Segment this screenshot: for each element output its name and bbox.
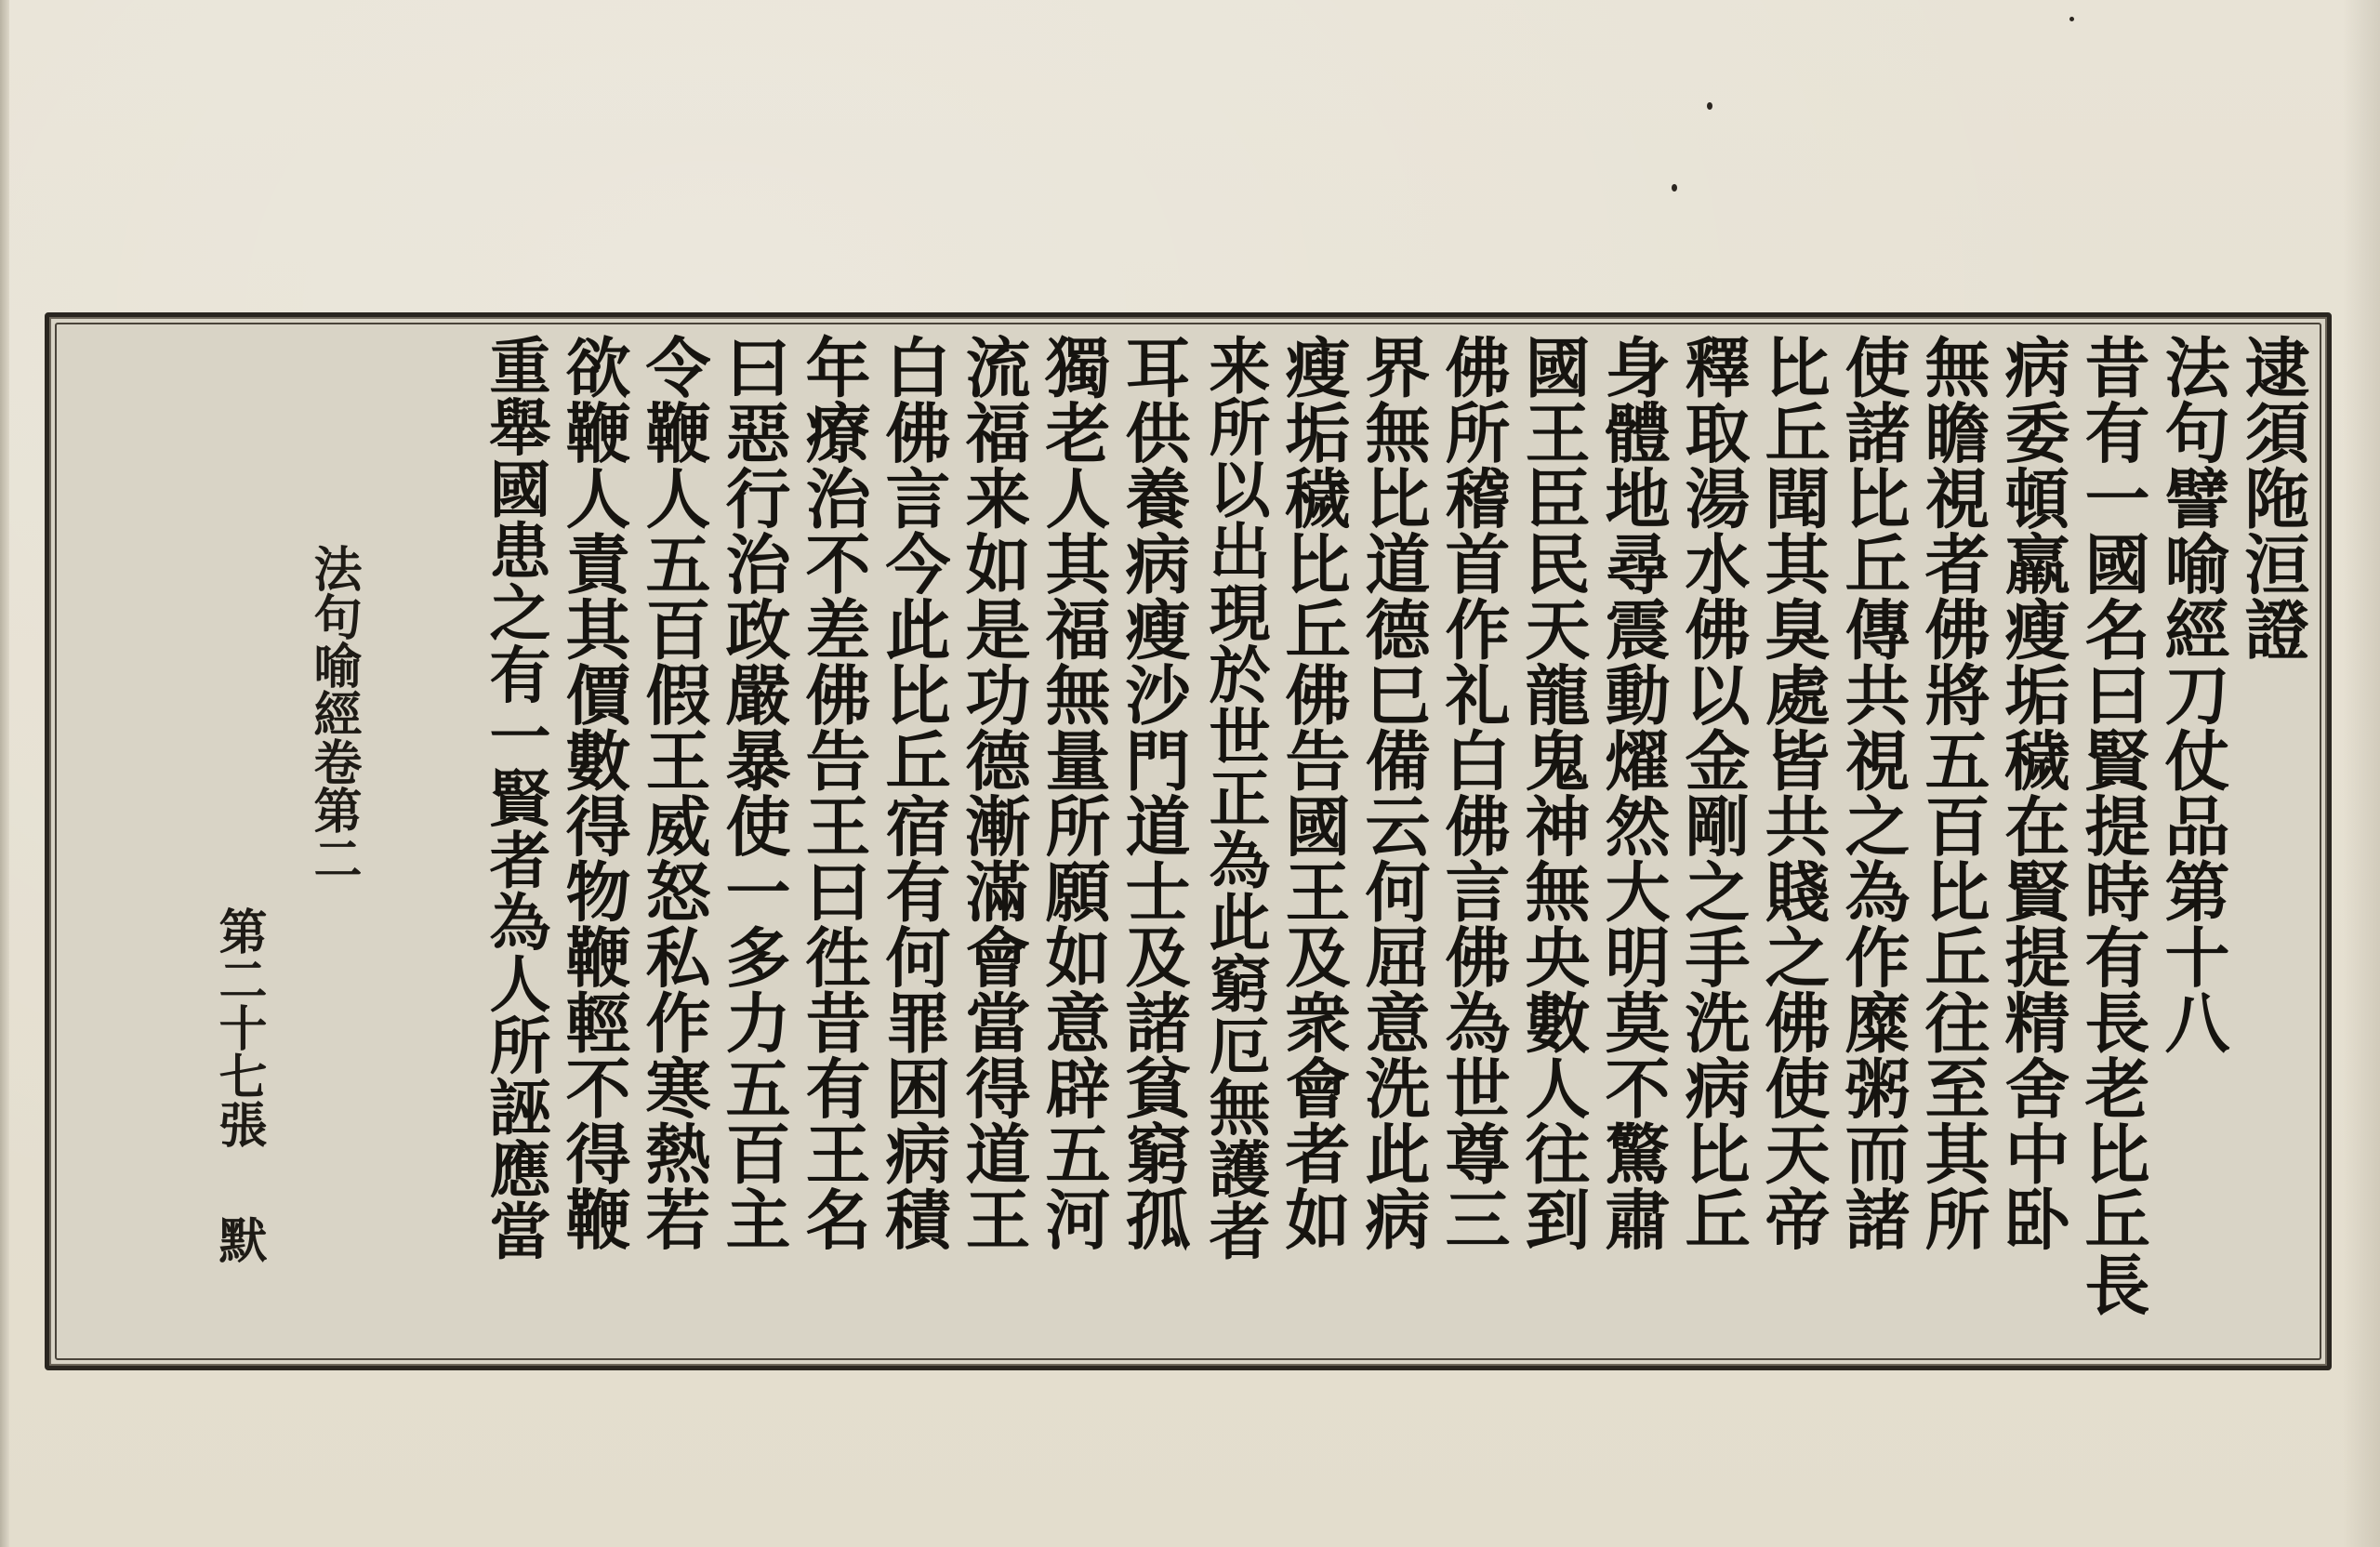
text-column: 年療治不差佛告王曰徃昔有王名 bbox=[795, 334, 872, 1251]
text-column: 逮須陁洹證 bbox=[2234, 334, 2311, 662]
text-column: 耳供養病瘦沙門道士及諸貧窮孤 bbox=[1115, 334, 1192, 1251]
text-column: 釋取湯水佛以金剛之手洗病比丘 bbox=[1674, 334, 1752, 1251]
text-column: 昔有一國名曰賢提時有長老比丘長 bbox=[2074, 334, 2151, 1317]
page-left-edge bbox=[0, 0, 9, 1547]
text-column: 法句譬喻經刀仗品第十八 bbox=[2154, 334, 2231, 1055]
text-column: 獨老人其福無量所願如意辟五河 bbox=[1035, 334, 1112, 1251]
footer-sheet-number: 第二十七張 bbox=[210, 906, 267, 1148]
page-right-fold bbox=[2343, 0, 2380, 1547]
text-column: 病委頓羸瘦垢穢在賢提精舍中卧 bbox=[1994, 334, 2071, 1251]
footer-mark: 默 bbox=[210, 1215, 267, 1263]
text-column: 流福来如是功德漸滿會當得道王 bbox=[955, 334, 1032, 1251]
text-column: 瘦垢穢比丘佛告國王及衆會者如 bbox=[1275, 334, 1352, 1251]
ink-speck bbox=[1672, 184, 1677, 192]
text-column: 使諸比丘傳共視之為作糜粥而諸 bbox=[1834, 334, 1911, 1251]
ink-speck bbox=[2069, 17, 2074, 21]
woodblock-text-frame bbox=[45, 312, 2332, 1370]
text-column: 身體地尋震動燿然大明莫不驚肅 bbox=[1594, 334, 1672, 1251]
text-column: 佛所稽首作礼白佛言佛為世尊三 bbox=[1435, 334, 1512, 1251]
text-column: 令鞭人五百假王威怒私作寒熱若 bbox=[635, 334, 712, 1251]
text-column: 来所以出現於世正為此窮厄無護者 bbox=[1198, 334, 1271, 1262]
text-column: 比丘聞其臭處皆共賤之佛使天帝 bbox=[1754, 334, 1831, 1251]
ink-speck bbox=[1707, 102, 1712, 110]
text-column: 曰惡行治政嚴暴使一多力五百主 bbox=[715, 334, 792, 1251]
text-column: 白佛言今此比丘宿有何罪困病積 bbox=[875, 334, 952, 1251]
text-column: 國王臣民天龍鬼神無央數人往到 bbox=[1514, 334, 1592, 1251]
text-column: 重舉國患之有一賢者為人所誣應當 bbox=[479, 334, 551, 1262]
text-column: 欲鞭人責其價數得物鞭輕不得鞭 bbox=[555, 334, 632, 1251]
text-column: 無瞻視者佛將五百比丘往至其所 bbox=[1914, 334, 1991, 1251]
text-column: 界無比道德巳備云何屈意洗此病 bbox=[1355, 334, 1432, 1251]
footer-title: 法句喻經卷第二 bbox=[305, 544, 362, 882]
